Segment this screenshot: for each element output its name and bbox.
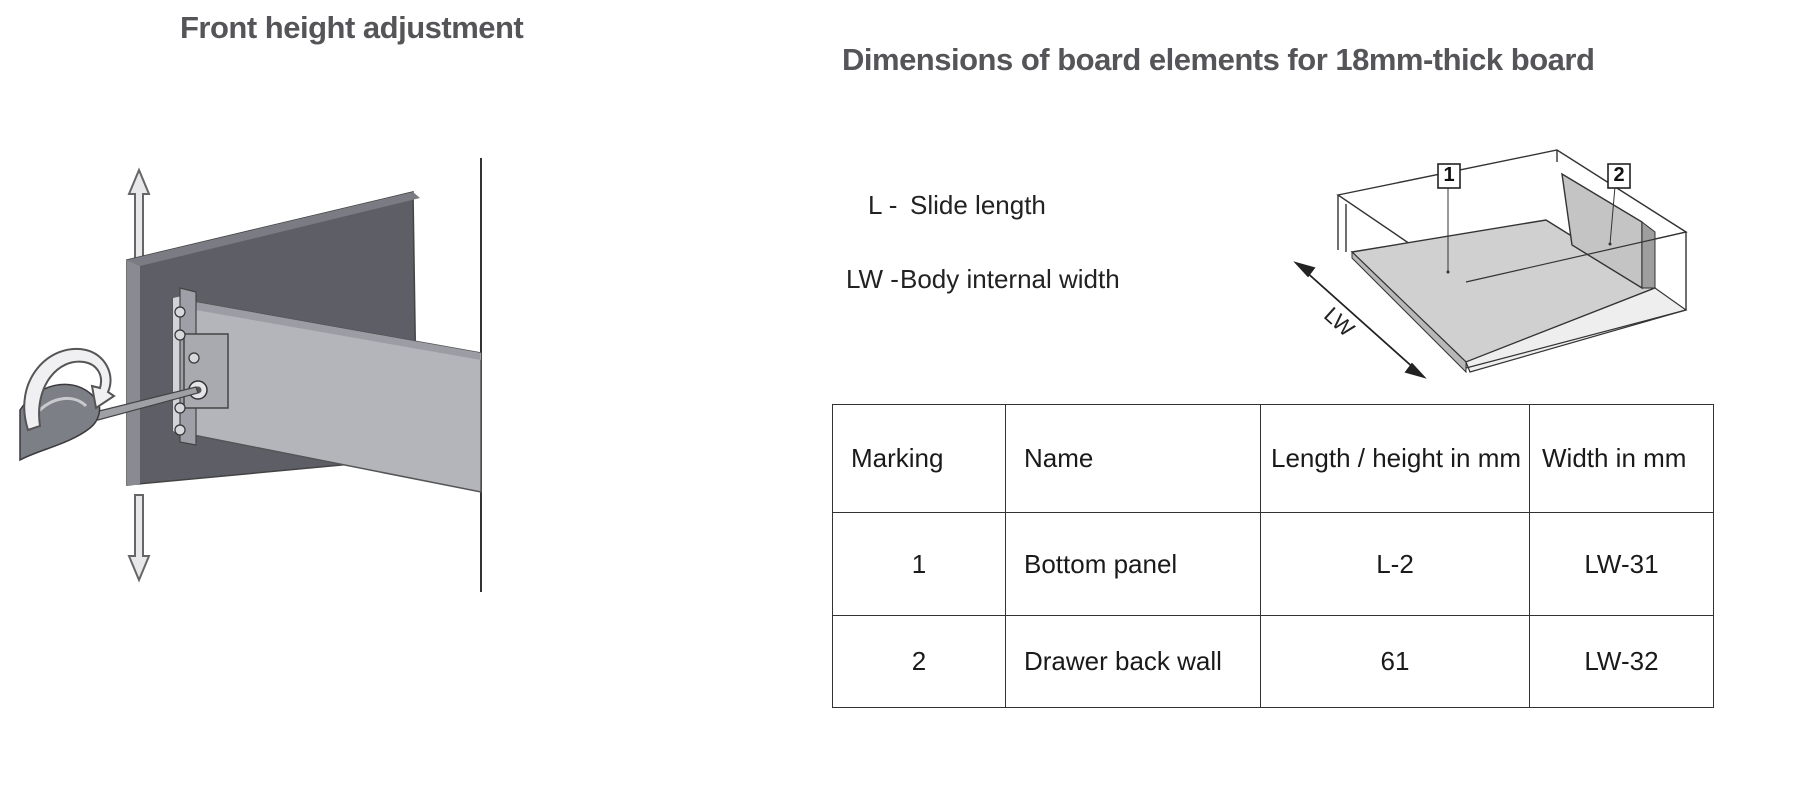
callout-1-label: 1 xyxy=(1443,164,1455,186)
cell-marking: 2 xyxy=(833,616,1006,708)
callout-2-label: 2 xyxy=(1613,164,1625,186)
cell-name: Bottom panel xyxy=(1006,513,1261,616)
cell-width: LW-32 xyxy=(1530,616,1714,708)
board-dimensions-title: Dimensions of board elements for 18mm-thick board xyxy=(842,42,1595,77)
cell-width: LW-31 xyxy=(1530,513,1714,616)
cell-length-height: 61 xyxy=(1261,616,1530,708)
table-header-row xyxy=(833,405,1714,513)
cell-name: Drawer back wall xyxy=(1006,616,1261,708)
front-height-adjustment-title: Front height adjustment xyxy=(180,10,524,45)
arrow-down-icon xyxy=(129,495,149,580)
drawer-box-diagram xyxy=(1280,140,1710,390)
legend-body-internal-width xyxy=(846,264,1120,295)
legend-symbol: LW - xyxy=(846,264,899,294)
header-name: Name xyxy=(1006,405,1261,513)
legend-symbol: L - xyxy=(868,190,898,220)
header-marking: Marking xyxy=(833,405,1006,513)
legend-text: Slide length xyxy=(910,190,1046,220)
cell-marking: 1 xyxy=(833,513,1006,616)
table-row xyxy=(833,616,1714,708)
header-length-height: Length / height in mm xyxy=(1261,405,1530,513)
front-height-adjustment-illustration xyxy=(0,130,520,610)
lw-dimension-label: LW xyxy=(1319,302,1360,342)
arrow-up-icon xyxy=(129,170,149,260)
table-row xyxy=(833,513,1714,616)
legend-text: Body internal width xyxy=(900,264,1120,294)
cell-length-height: L-2 xyxy=(1261,513,1530,616)
header-width: Width in mm xyxy=(1530,405,1714,513)
board-dimensions-table xyxy=(832,404,1714,708)
legend-slide-length xyxy=(868,190,1046,221)
